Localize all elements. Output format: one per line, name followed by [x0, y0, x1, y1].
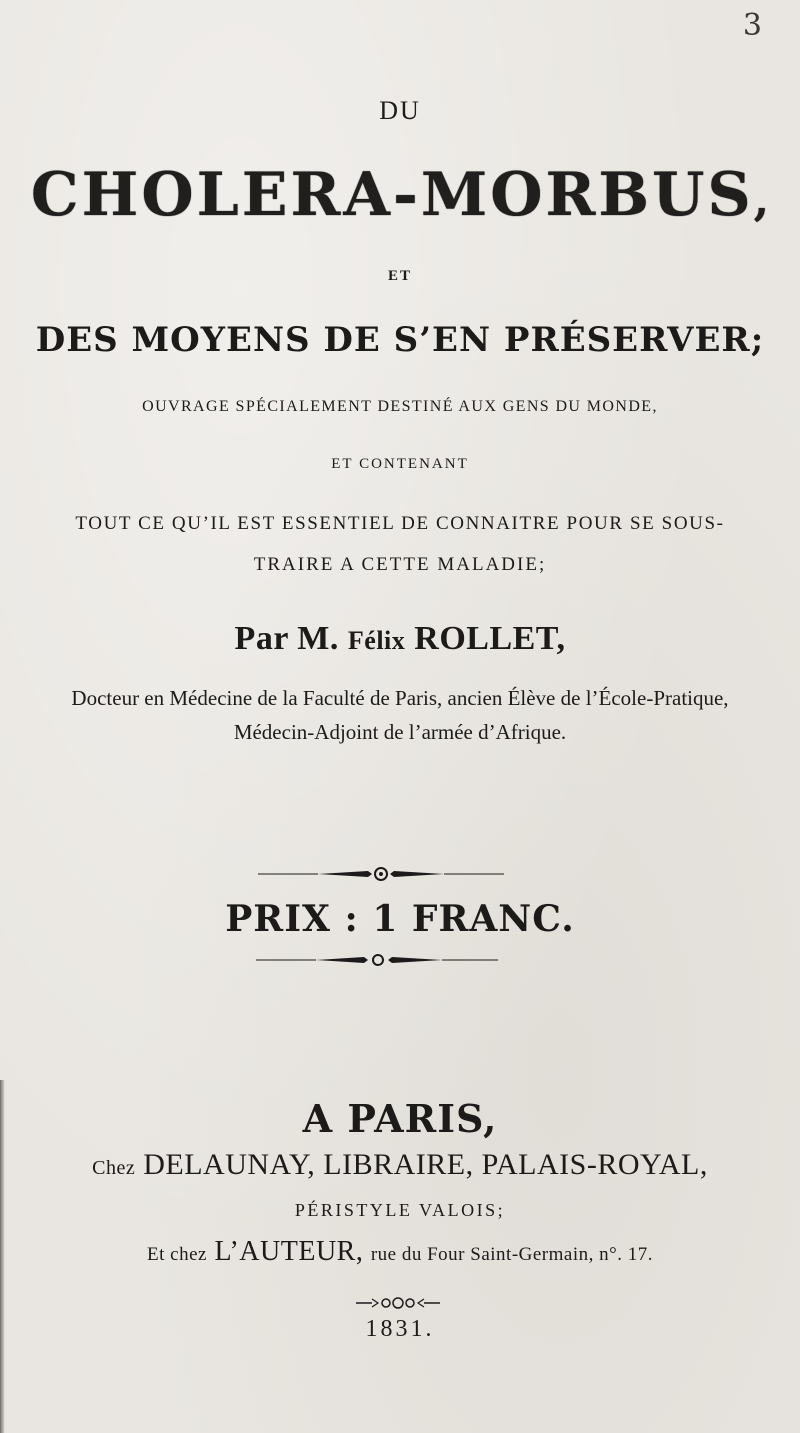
author-address-name: L’AUTEUR, — [214, 1236, 364, 1267]
credentials-line-1: Docteur en Médecine de la Faculté de Paris, ancien Élève de l’École-Pratique, — [71, 686, 729, 710]
author-address-rest: rue du Four Saint-Germain, n°. 17. — [370, 1244, 653, 1265]
ornament-small — [0, 1293, 800, 1313]
author-line — [0, 620, 800, 658]
page-edge-shadow — [0, 1080, 5, 1433]
ornament-rule-top — [0, 864, 800, 884]
ornament-rule-bottom — [0, 950, 800, 970]
publisher-line-2: PÉRISTYLE VALOIS; — [294, 1200, 506, 1220]
description-line-2: ET CONTENANT — [331, 456, 469, 472]
author-last-name: ROLLET, — [414, 620, 566, 657]
publisher-name: DELAUNAY, LIBRAIRE, PALAIS-ROYAL, — [143, 1148, 708, 1181]
price: PRIX : 1 FRANC. — [225, 898, 575, 940]
place: A PARIS, — [302, 1096, 498, 1141]
description-line-4: TRAIRE A CETTE MALADIE; — [253, 554, 547, 575]
subtitle: DES MOYENS DE S’EN PRÉSERVER; — [35, 320, 765, 360]
author-first-name: Félix — [347, 626, 406, 655]
title-et: ET — [387, 268, 412, 284]
author-address — [0, 1236, 800, 1268]
year: 1831. — [365, 1316, 435, 1342]
description-line-1: OUVRAGE SPÉCIALEMENT DESTINÉ AUX GENS DU MONDE, — [142, 398, 658, 415]
publisher-line-1 — [0, 1148, 800, 1182]
author-address-prefix: Et chez — [147, 1244, 207, 1265]
title-main — [0, 160, 800, 230]
author-prefix: Par M. — [234, 620, 339, 657]
page-number: 3 — [742, 8, 762, 43]
publisher-chez: Chez — [92, 1157, 136, 1179]
title-main-comma: , — [753, 175, 770, 226]
title-du: DU — [379, 96, 421, 125]
description-line-3: TOUT CE QU’IL EST ESSENTIEL DE CONNAITRE POUR SE SOUS- — [75, 513, 725, 534]
title-main-text: CHOLERA-MORBUS — [30, 160, 754, 230]
credentials-line-2: Médecin-Adjoint de l’armée d’Afrique. — [233, 720, 567, 744]
